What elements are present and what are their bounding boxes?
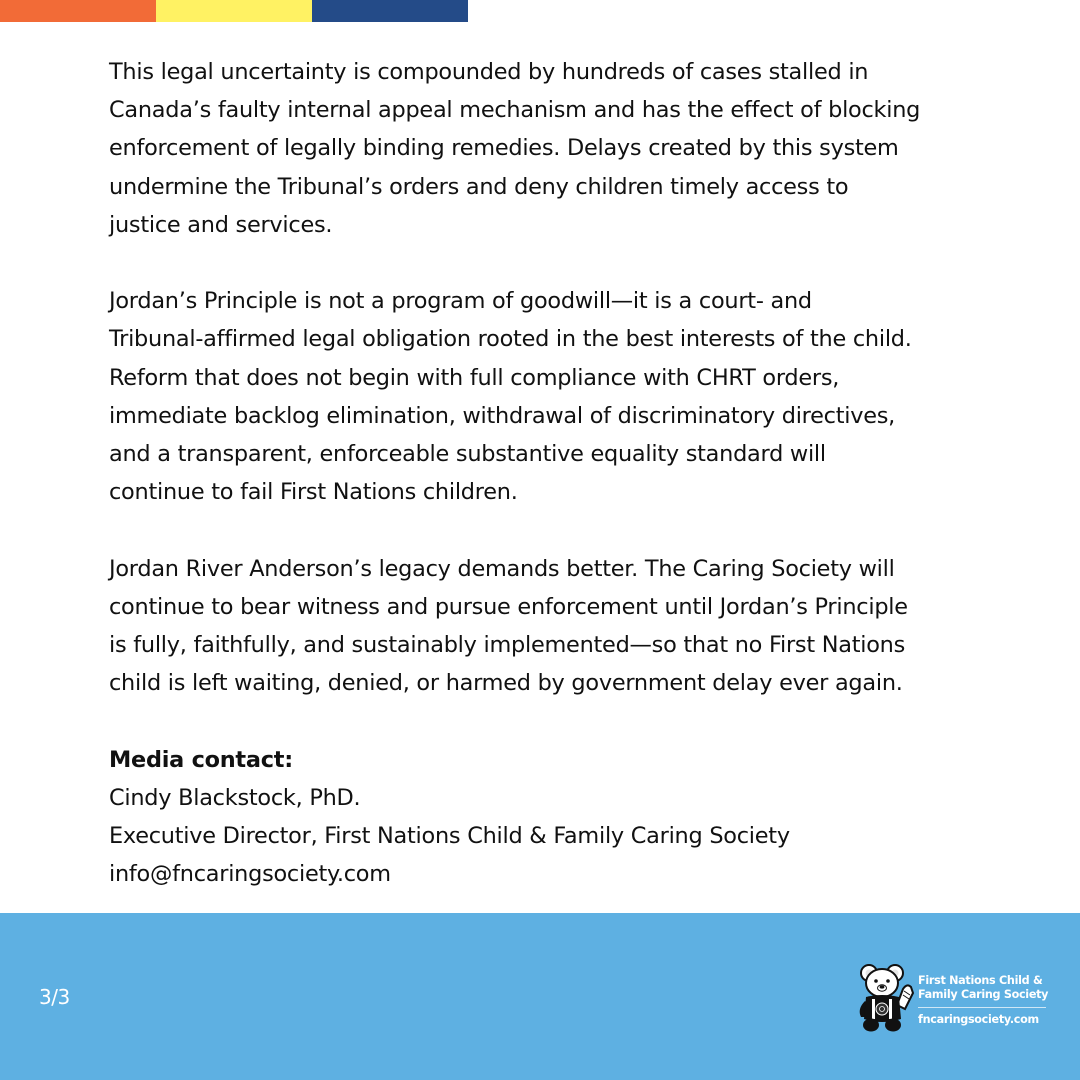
text-line: continue to bear witness and pursue enforcement until Jordan’s Principle	[109, 593, 908, 620]
text-line: justice and services.	[109, 211, 333, 238]
footer-band	[0, 913, 1080, 1080]
media-contact-heading: Media contact:	[109, 746, 293, 773]
text-line: This legal uncertainty is compounded by hundreds of cases stalled in	[109, 59, 869, 85]
text-line: continue to fail First Nations children.	[109, 479, 518, 506]
text-line: Jordan’s Principle is not a program of goodwill—it is a court- and	[109, 288, 812, 315]
teddy-bear-icon	[855, 961, 917, 1033]
page-counter: 3/3	[39, 985, 70, 1009]
paragraph-spacer	[109, 511, 989, 549]
text-line: and a transparent, enforceable substantive equality standard will	[109, 441, 826, 468]
orange-bar	[0, 0, 156, 22]
contact-name: Cindy Blackstock, PhD.	[109, 784, 361, 811]
text-line: Tribunal-affirmed legal obligation rooted in the best interests of the child.	[109, 326, 912, 353]
logo-org-line-1: First Nations Child &	[918, 974, 1043, 987]
text-line: enforcement of legally binding remedies. Delays created by this system	[109, 135, 899, 162]
paragraph-legal-obligation	[109, 282, 989, 511]
logo-divider	[918, 1007, 1046, 1008]
text-line: Reform that does not begin with full compliance with CHRT orders,	[109, 364, 840, 391]
media-contact-block	[109, 741, 989, 894]
text-line: undermine the Tribunal’s orders and deny children timely access to	[109, 173, 849, 200]
paragraph-spacer	[109, 702, 989, 740]
text-line: child is left waiting, denied, or harmed by government delay ever again.	[109, 670, 903, 697]
yellow-bar	[156, 0, 312, 22]
logo-org-line-2: Family Caring Society	[918, 988, 1049, 1001]
paragraph-legal-uncertainty	[109, 53, 989, 244]
decorative-color-bars	[0, 0, 468, 22]
caring-society-logo	[855, 961, 1055, 1036]
text-line: immediate backlog elimination, withdrawal of discriminatory directives,	[109, 402, 896, 429]
logo-org-name	[918, 974, 1048, 1002]
text-line: Jordan River Anderson’s legacy demands better. The Caring Society will	[109, 555, 895, 582]
logo-website-url[interactable]: fncaringsociety.com	[918, 1013, 1039, 1026]
contact-title: Executive Director, First Nations Child & Family Caring Society	[109, 823, 790, 850]
text-line: is fully, faithfully, and sustainably implemented—so that no First Nations	[109, 632, 906, 659]
paragraph-legacy	[109, 550, 989, 703]
paragraph-spacer	[109, 244, 989, 282]
navy-bar	[312, 0, 468, 22]
text-line: Canada’s faulty internal appeal mechanism and has the effect of blocking	[109, 97, 921, 124]
contact-email[interactable]: info@fncaringsociety.com	[109, 861, 391, 888]
statement-body	[109, 53, 989, 893]
